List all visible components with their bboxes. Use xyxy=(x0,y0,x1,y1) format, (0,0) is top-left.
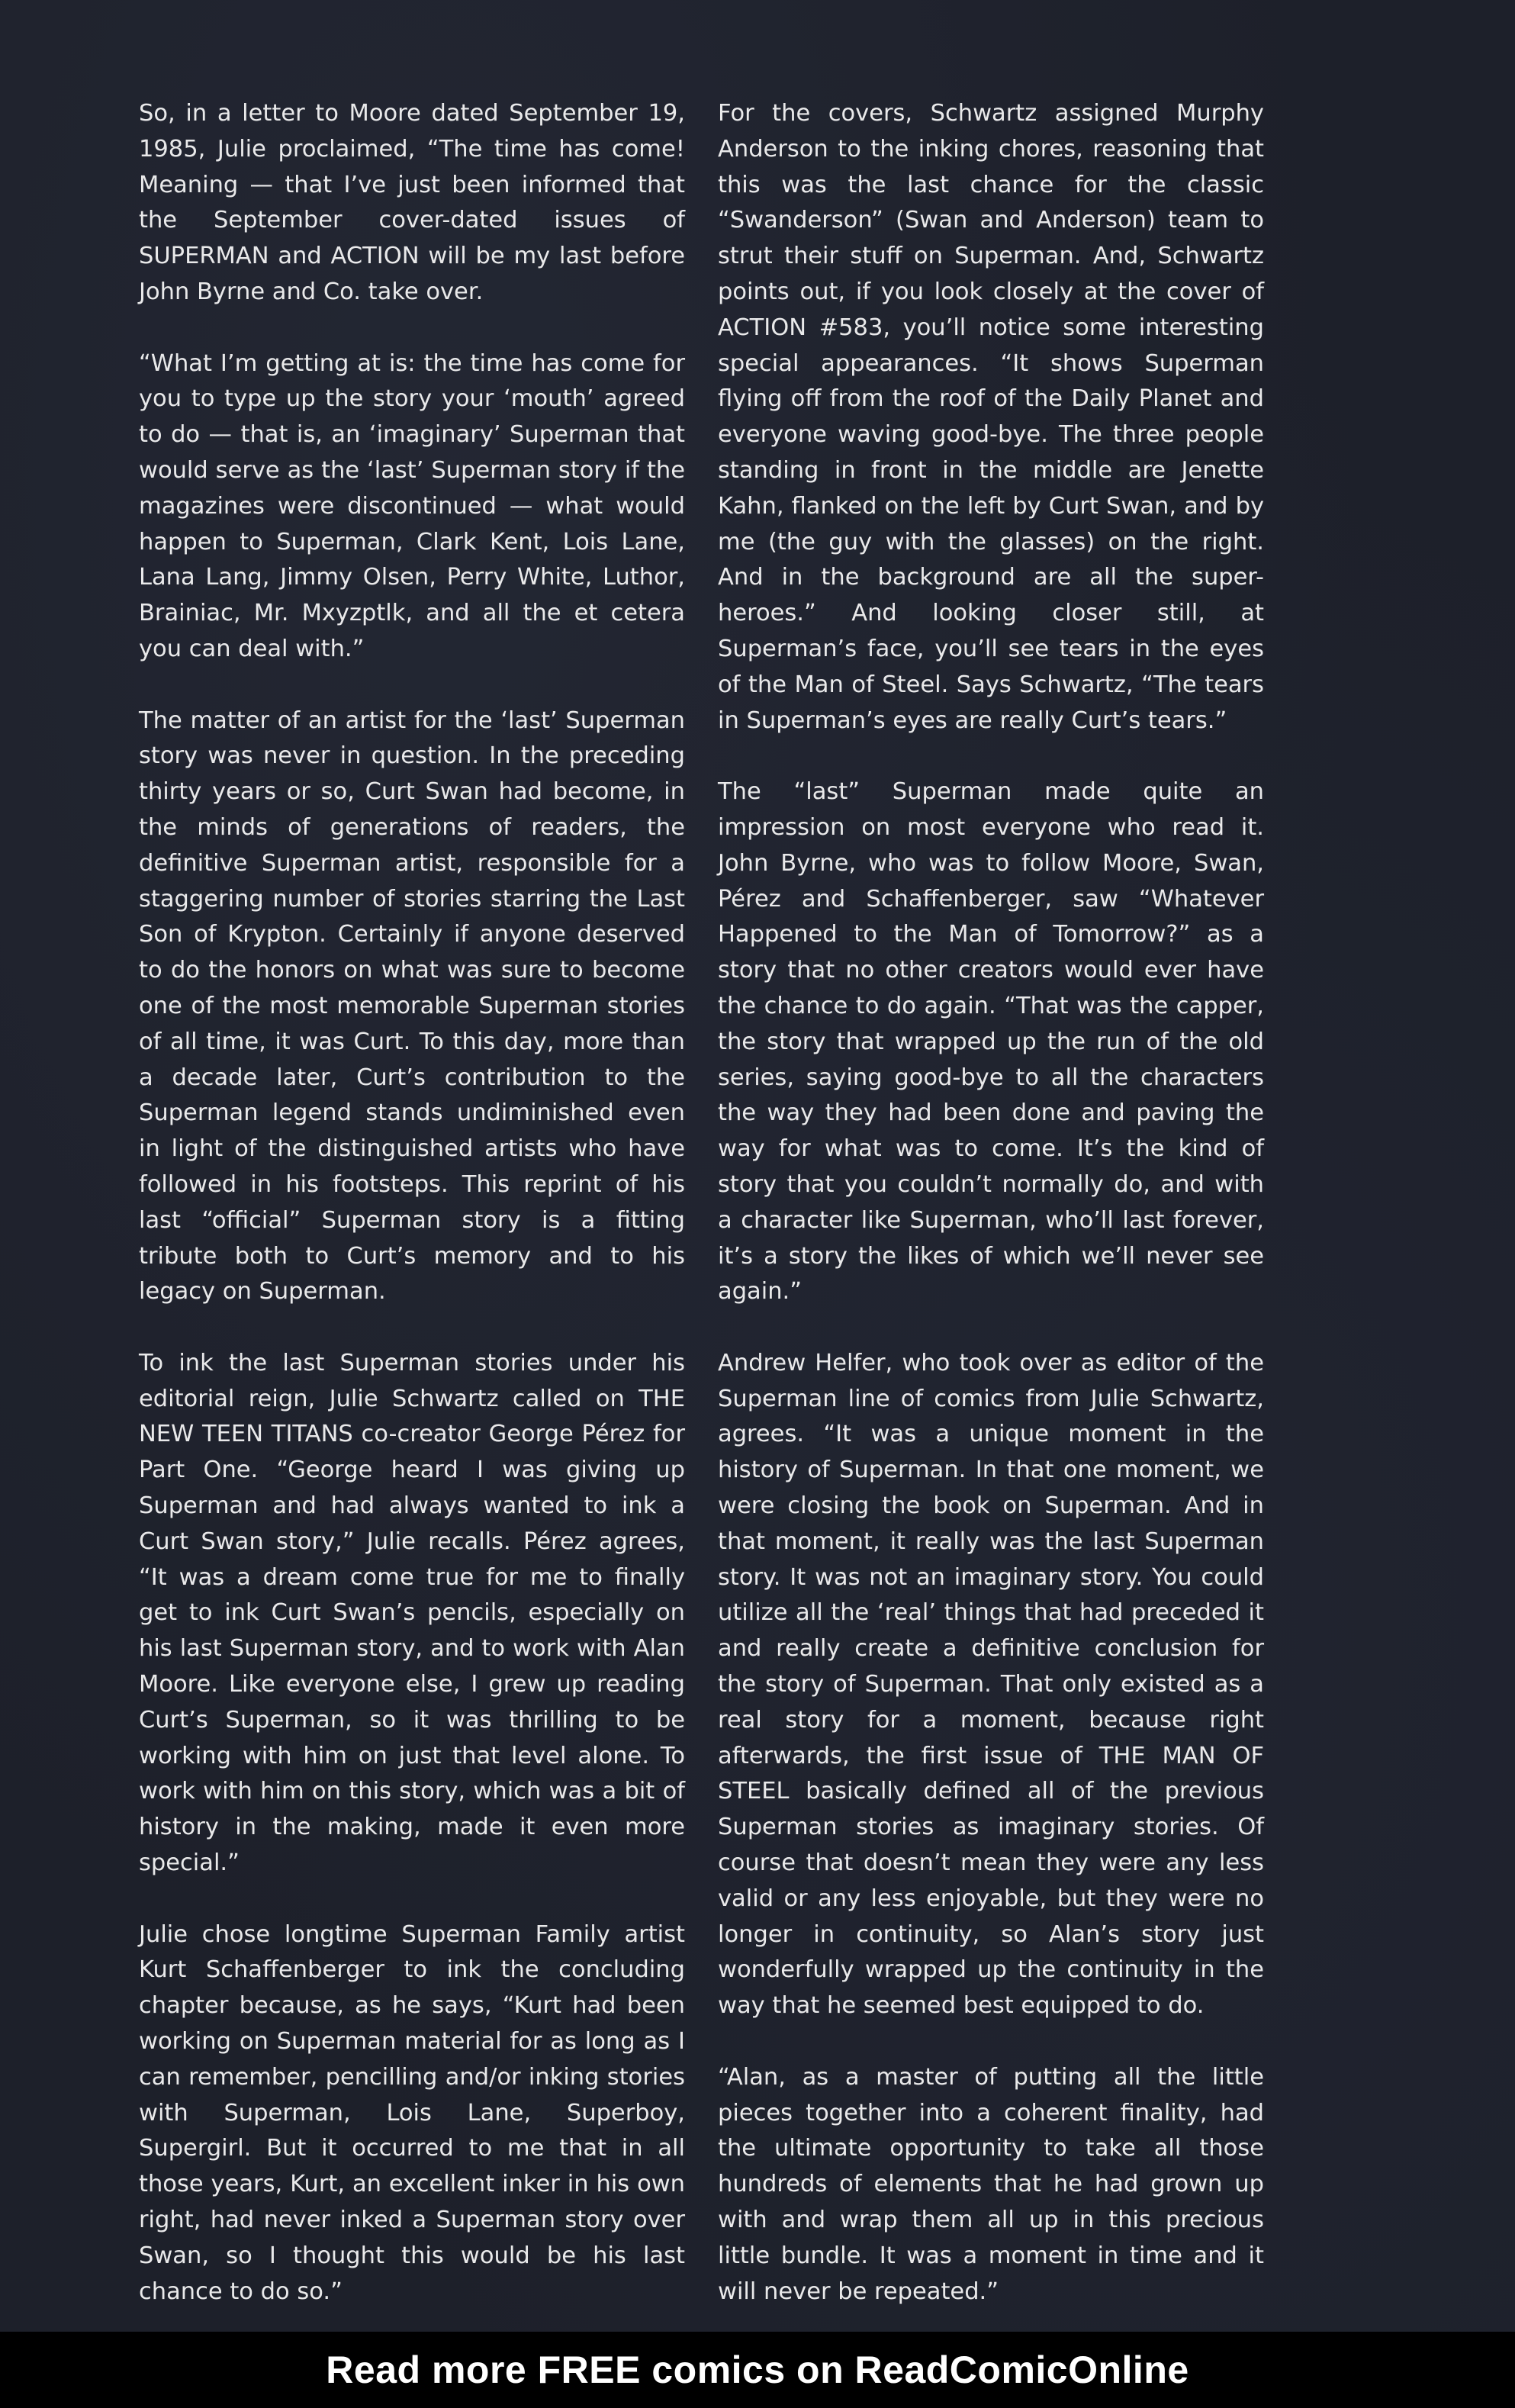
article-paragraph: To ink the last Superman stories under his editorial reign, Julie Schwartz called on THE NEW TEEN TITANS co-creator George Pérez for Part One. “George heard I was giving up Superman and had always wanted to ink a Curt Swan story,” Julie recalls. Pérez agrees, “It was a dream come true for me to finally get to ink Curt Swan’s pencils, especially on his last Superman story, and to work with Alan Moore. Like everyone else, I grew up reading Curt’s Superman, so it was thrilling to be working with him on just that level alone. To work with him on this story, which was a bit of history in the making, made it even more special.” xyxy=(139,1349,685,1877)
article-paragraph: “What I’m getting at is: the time has come for you to type up the story your ‘mouth’ agreed to do — that is, an ‘imaginary’ Superman that would serve as the ‘last’ Superman story if the magazines were discontinued — what would happen to Superman, Clark Kent, Lois Lane, Lana Lang, Jimmy Olsen, Perry White, Luthor, Brainiac, Mr. Mxyzptlk, and all the et cetera you can deal with.” xyxy=(139,349,685,662)
article-right-column xyxy=(718,96,1264,2345)
article-paragraph: Andrew Helfer, who took over as editor of the Superman line of comics from Julie Schwartz, agrees. “It was a unique moment in the history of Superman. In that one moment, we were closing the book on Superman. And in that moment, it really was the last Superman story. It was not an imaginary story. You could utilize all the ‘real’ things that had preceded it and really create a definitive conclusion for the story of Superman. That only existed as a real story for a moment, because right afterwards, the first issue of THE MAN OF STEEL basically defined all of the previous Superman stories as imaginary stories. Of course that doesn’t mean they were any less valid or any less enjoyable, but they were no longer in continuity, so Alan’s story just wonderfully wrapped up the continuity in the way that he seemed best equipped to do. xyxy=(718,1349,1264,2020)
article-paragraph: The matter of an artist for the ‘last’ Superman story was never in question. In the preceding thirty years or so, Curt Swan had become, in the minds of generations of readers, the definitive Superman artist, responsible for a staggering number of stories starring the Last Son of Krypton. Certainly if anyone deserved to do the honors on what was sure to become one of the most memorable Superman stories of all time, it was Curt. To this day, more than a decade later, Curt’s contribution to the Superman legend stands undiminished even in light of the distinguished artists who have followed in his footsteps. This reprint of his last “official” Superman story is a fitting tribute both to Curt’s memory and to his legacy on Superman. xyxy=(139,707,685,1305)
article-paragraph: “Alan, as a master of putting all the little pieces together into a coherent finality, had the ultimate opportunity to take all those hundreds of elements that he had grown up with and wrap them all up in this precious little bundle. It was a moment in time and it will never be repeated.” xyxy=(718,2063,1264,2305)
promo-footer-banner[interactable] xyxy=(0,2332,1515,2408)
article-paragraph: So, in a letter to Moore dated September 19, 1985, Julie proclaimed, “The time has come! Meaning — that I’ve just been informed that the September cover-dated issues of SUPERMAN and ACTION will be my last before John Byrne and Co. take over. xyxy=(139,100,685,305)
promo-footer-link[interactable]: Read more FREE comics on ReadComicOnline xyxy=(326,2348,1189,2391)
article-paragraph: Julie chose longtime Superman Family artist Kurt Schaffenberger to ink the concluding chapter because, as he says, “Kurt had been working on Superman material for as long as I can remember, pencilling and/or inking stories with Superman, Lois Lane, Superboy, Supergirl. But it occurred to me that in all those years, Kurt, an excellent inker in his own right, had never inked a Superman story over Swan, so I thought this would be his last chance to do so.” xyxy=(139,1920,685,2305)
article-paragraph: The “last” Superman made quite an impression on most everyone who read it. John Byrne, who was to follow Moore, Swan, Pérez and Schaffenberger, saw “Whatever Happened to the Man of Tomorrow?” as a story that no other creators would ever have the chance to do again. “That was the capper, the story that wrapped up the run of the old series, saying good-bye to all the characters the way they had been done and paving the way for what was to come. It’s the kind of story that you couldn’t normally do, and with a character like Superman, who’ll last forever, it’s a story the likes of which we’ll never see again.” xyxy=(718,778,1264,1305)
article-paragraph: For the covers, Schwartz assigned Murphy Anderson to the inking chores, reasoning that this was the last chance for the classic “Swanderson” (Swan and Anderson) team to strut their stuff on Superman. And, Schwartz points out, if you look closely at the cover of ACTION #583, you’ll notice some interesting special appearances. “It shows Superman flying off from the roof of the Daily Planet and everyone waving good-bye. The three people standing in front in the middle are Jenette Kahn, flanked on the left by Curt Swan, and by me (the guy with the glasses) on the right. And in the background are all the super-heroes.” And looking closer still, at Superman’s face, you’ll see tears in the eyes of the Man of Steel. Says Schwartz, “The tears in Superman’s eyes are really Curt’s tears.” xyxy=(718,100,1264,734)
article-left-column xyxy=(139,96,685,2345)
